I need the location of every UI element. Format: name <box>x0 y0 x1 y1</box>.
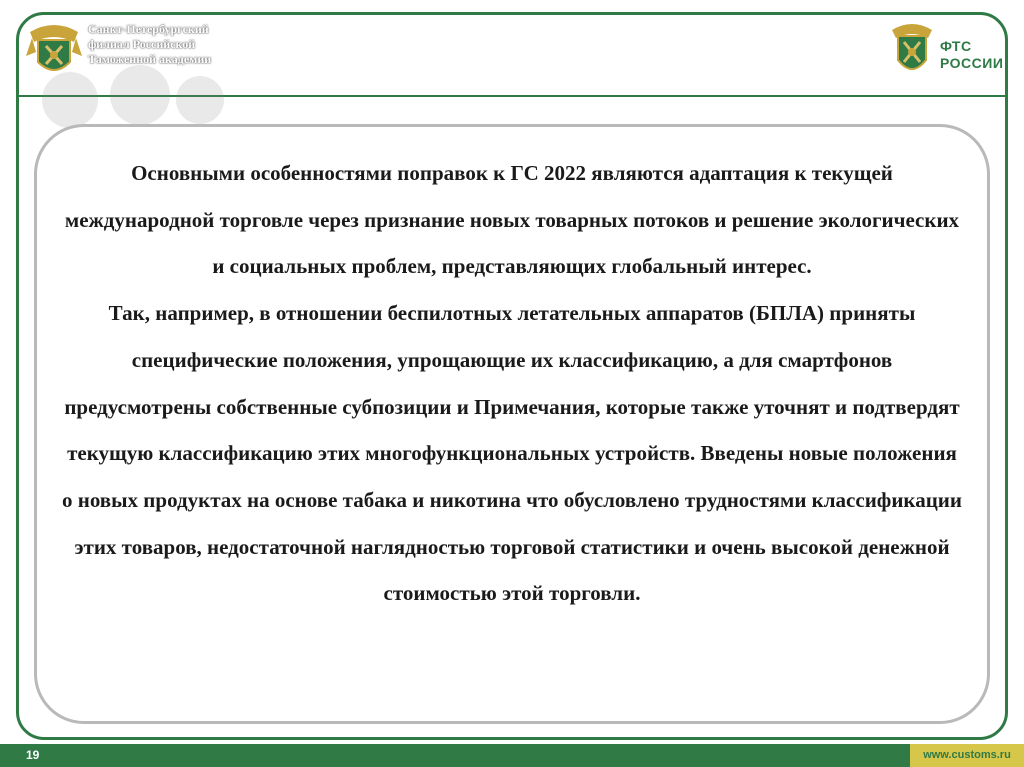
footer-bar <box>0 744 1024 767</box>
fts-line: РОССИИ <box>940 55 1004 71</box>
body-paragraph: Так, например, в отношении беспилотных летательных аппаратов (БПЛА) приняты специфические положения, упрощающие их классификацию, а для смартфонов предусмотрены собственные субпозиции и Примечания, которые также уточнят и подтвердят текущую классификацию этих многофункциональных устройств. Введены новые положения о новых продуктах на основе табака и никотина что обусловлено трудностями классификации этих товаров, недостаточной наглядностью торговой статистики и очень высокой денежной стоимостью этой торговли. <box>61 301 963 606</box>
footer-url[interactable]: www.customs.ru <box>910 744 1024 767</box>
customs-emblem-icon <box>24 18 84 82</box>
academy-line: филиал Российской <box>88 37 196 51</box>
academy-title <box>88 22 258 67</box>
body-paragraph: Основными особенностями поправок к ГС 2022 являются адаптация к текущей международной торговле через признание новых товарных потоков и решение экологических и социальных проблем, представляющих глобальный интерес. <box>64 161 960 279</box>
academy-line: Таможенной академии <box>88 52 212 66</box>
page-number: 19 <box>26 748 40 762</box>
fts-logo-text <box>940 38 1003 72</box>
fts-line: ФТС <box>940 38 972 54</box>
slide-body <box>60 150 964 617</box>
academy-line: Санкт-Петербургский <box>88 22 209 36</box>
